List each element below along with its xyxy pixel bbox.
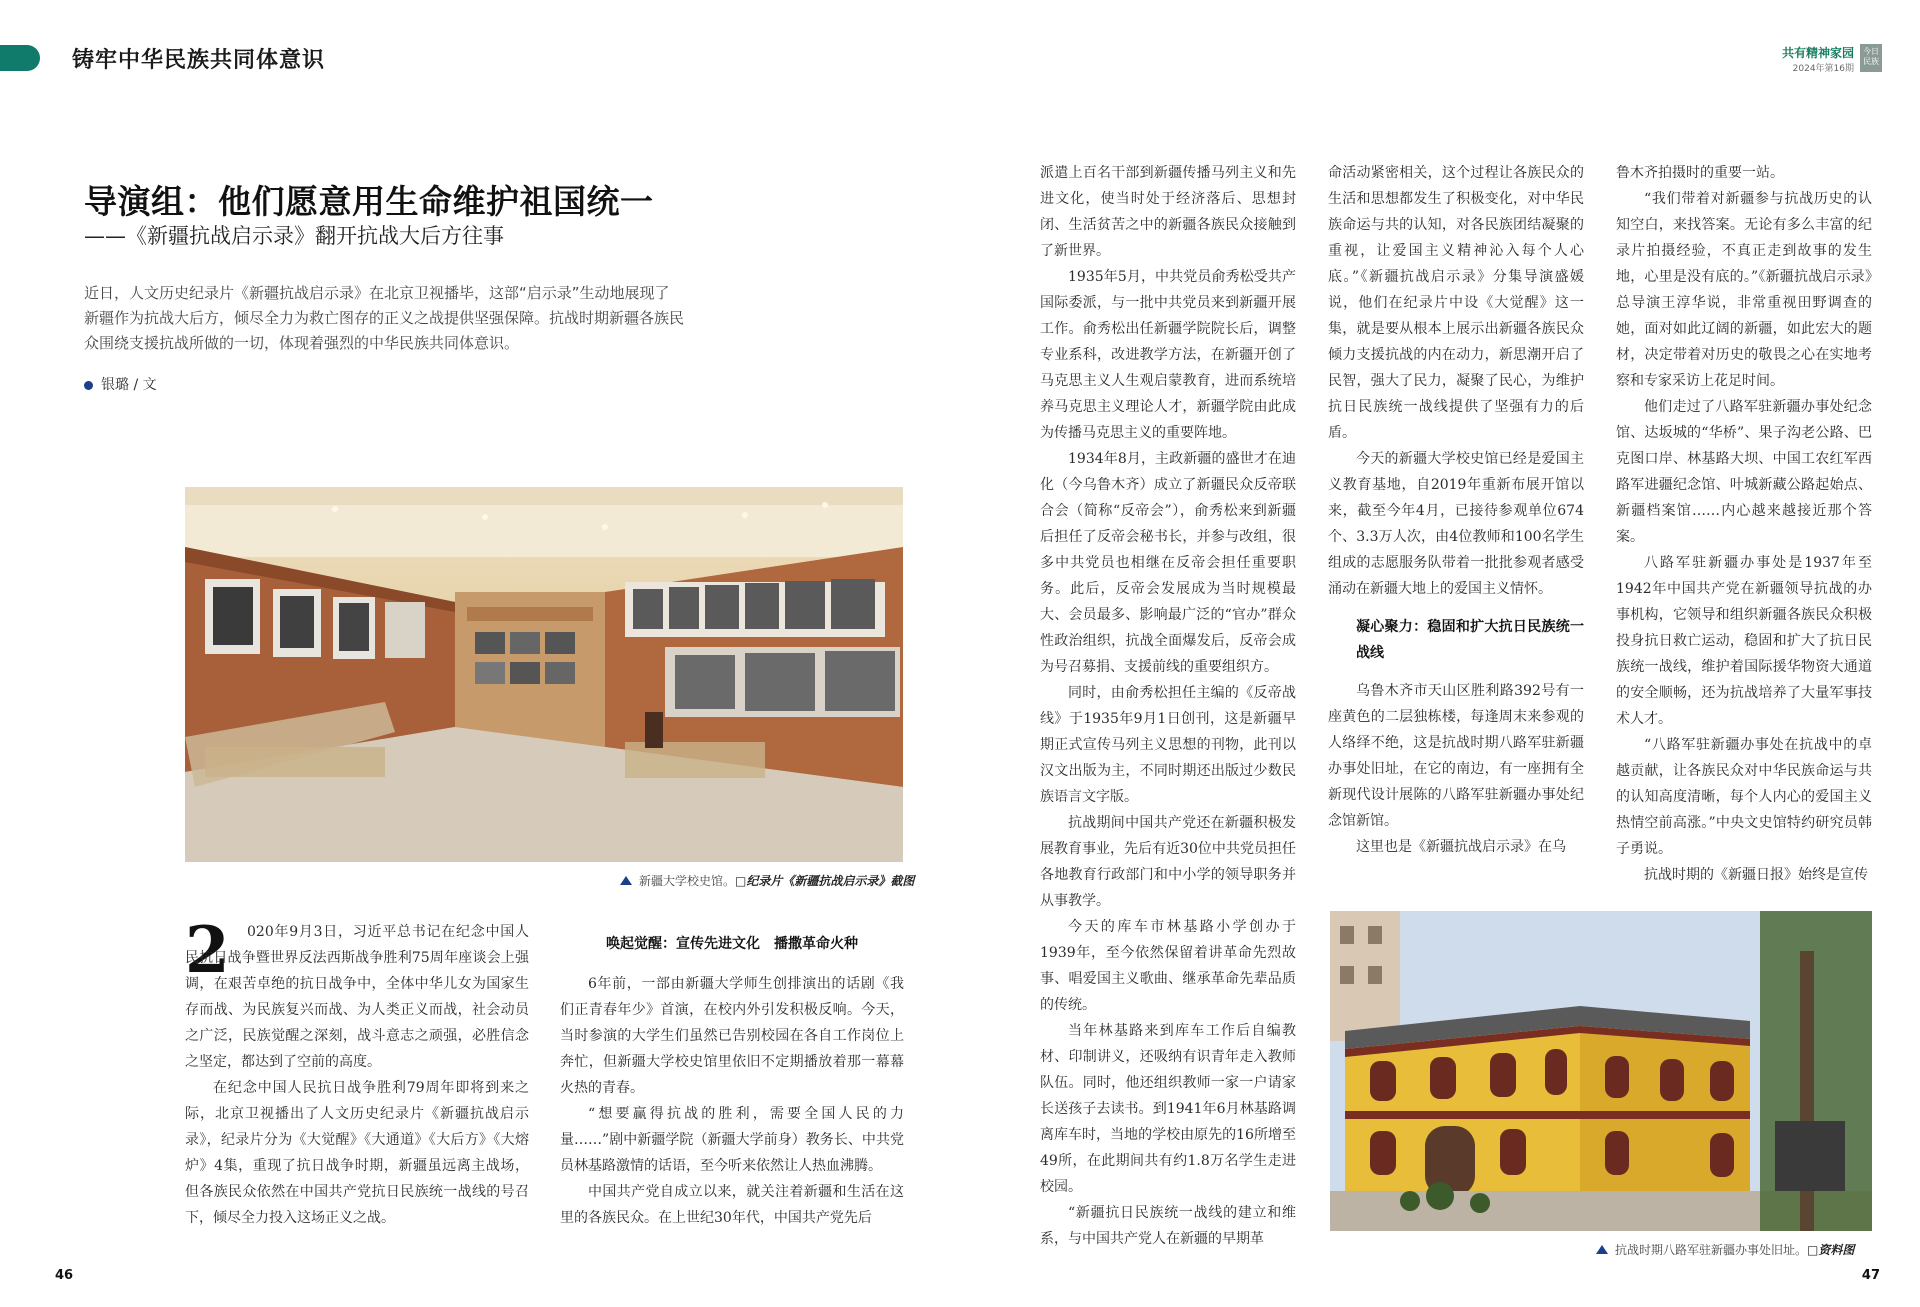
paragraph: 今天的库车市林基路小学创办于1939年，至今依然保留着讲革命先烈故事、唱爱国主义歌曲、继承革命先辈品质的传统。 bbox=[1040, 919, 1296, 1013]
paragraph: “想要赢得抗战的胜利，需要全国人民的力量……”剧中新疆学院（新疆大学前身）教务长、中共党员林基路激情的话语，至今听来依然让人热血沸腾。 bbox=[560, 1106, 904, 1174]
museum-photo bbox=[185, 487, 903, 862]
caption-triangle-icon bbox=[1596, 1245, 1608, 1254]
photo-credit: □纪录片《新疆抗战启示录》截图 bbox=[735, 874, 915, 888]
paragraph: “八路军驻新疆办事处在抗战中的卓越贡献，让各族民众对中华民族命运与共的认知高度清晰，每个人内心的爱国主义热情空前高涨。”中央文史馆特约研究员韩子勇说。 bbox=[1616, 737, 1872, 857]
paragraph: 乌鲁木齐市天山区胜利路392号有一座黄色的二层独栋楼，每逢周末来参观的人络绎不绝，这是抗战时期八路军驻新疆办事处旧址，在它的南边，有一座拥有全新现代设计展陈的八路军驻新疆办事处纪念馆新馆。 bbox=[1328, 683, 1584, 829]
brand-block bbox=[1782, 44, 1854, 74]
article-title: 导演组：他们愿意用生命维护祖国统一 bbox=[84, 182, 654, 221]
column-5 bbox=[1616, 160, 1872, 888]
museum-interior-illustration bbox=[185, 487, 903, 862]
author: 银璐 / 文 bbox=[101, 377, 157, 393]
paragraph: 020年9月3日，习近平总书记在纪念中国人民抗日战争暨世界反法西斯战争胜利75周年座谈会上强调，在艰苦卓绝的抗日战争中，全体中华儿女为国家生存而战、为民族复兴而战、为人类正义而战，社会动员之广泛，民族觉醒之深刻，战斗意志之顽强，必胜信念之坚定，都达到了空前的高度。 bbox=[185, 924, 529, 1070]
paragraph: 同时，由俞秀松担任主编的《反帝战线》于1935年9月1日创刊，这是新疆早期正式宣传马列主义思想的刊物，此刊以汉文出版为主，不同时期还出版过少数民族语言文字版。 bbox=[1040, 685, 1296, 805]
paragraph: 这里也是《新疆抗战启示录》在乌 bbox=[1356, 839, 1566, 855]
museum-photo-caption: 新疆大学校史馆。□纪录片《新疆抗战启示录》截图 bbox=[620, 872, 914, 889]
column-3 bbox=[1040, 160, 1296, 1252]
photo-credit: □资料图 bbox=[1807, 1243, 1855, 1257]
paragraph: 当年林基路来到库车工作后自编教材、印制讲义，还吸纳有识青年走入教师队伍。同时，他还组织教师一家一户请家长送孩子去读书。到1941年6月林基路调离库车时，当地的学校由原先的16所增至49所，在此期间共有约1.8万名学生走进校园。 bbox=[1040, 1023, 1296, 1195]
building-photo-caption: 抗战时期八路军驻新疆办事处旧址。□资料图 bbox=[1596, 1241, 1854, 1258]
paragraph: 今天的新疆大学校史馆已经是爱国主义教育基地，自2019年重新布展开馆以来，截至今年4月，已接待参观单位674个、3.3万人次，由4位教师和100名学生组成的志愿服务队带着一批批参观者感受涌动在新疆大地上的爱国主义情怀。 bbox=[1328, 451, 1584, 597]
paragraph: 6年前，一部由新疆大学师生创排演出的话剧《我们正青春年少》首演，在校内外引发积极反响。今天，当时参演的大学生们虽然已告别校园在各自工作岗位上奔忙，但新疆大学校史馆里依旧不定期播放着那一幕幕火热的青春。 bbox=[560, 976, 904, 1096]
drop-cap: 2 bbox=[185, 913, 230, 988]
paragraph: 派遣上百名干部到新疆传播马列主义和先进文化，使当时处于经济落后、思想封闭、生活贫苦之中的新疆各族民众接触到了新世界。 bbox=[1040, 165, 1296, 259]
page-number-left: 46 bbox=[55, 1268, 74, 1283]
article-subtitle: ——《新疆抗战启示录》翻开抗战大后方往事 bbox=[84, 224, 504, 248]
page-number-right: 47 bbox=[1861, 1268, 1880, 1283]
building-illustration bbox=[1330, 911, 1872, 1231]
paragraph: 抗战时期的《新疆日报》始终是宣传 bbox=[1644, 867, 1868, 883]
column-4 bbox=[1328, 160, 1584, 860]
paragraph: 鲁木齐拍摄时的重要一站。 bbox=[1616, 165, 1784, 181]
section-title: 铸牢中华民族共同体意识 bbox=[72, 47, 326, 73]
paragraph: 在纪念中国人民抗日战争胜利79周年即将到来之际，北京卫视播出了人文历史纪录片《新疆抗战启示录》，纪录片分为《大觉醒》《大通道》《大后方》《大熔炉》4集，重现了抗日战争时期，新疆虽远离主战场，但各族民众依然在中国共产党抗日民族统一战线的号召下，倾尽全力投入这场正义之战。 bbox=[185, 1080, 529, 1226]
section-subhead: 凝心聚力：稳固和扩大抗日民族统一战线 bbox=[1356, 619, 1584, 661]
paragraph: 1934年8月，主政新疆的盛世才在迪化（今乌鲁木齐）成立了新疆民众反帝联合会（简称“反帝会”），俞秀松来到新疆后担任了反帝会秘书长，并参与改组，很多中共党员也相继在反帝会担任重要职务。此后，反帝会发展成为当时规模最大、会员最多、影响最广泛的“官办”群众性政治组织，抗战全面爆发后，反帝会成为号召募捐、支援前线的重要组织方。 bbox=[1040, 451, 1296, 675]
article-lead: 近日，人文历史纪录片《新疆抗战启示录》在北京卫视播毕，这部“启示录”生动地展现了新疆作为抗战大后方，倾尽全力为救亡图存的正义之战提供坚强保障。抗战时期新疆各族民众围绕支援抗战所做的一切，体现着强烈的中华民族共同体意识。 bbox=[84, 284, 685, 352]
paragraph: “新疆抗日民族统一战线的建立和维系，与中国共产党人在新疆的早期革 bbox=[1040, 1205, 1296, 1247]
paragraph: 抗战期间中国共产党还在新疆积极发展教育事业，先后有近30位中共党员担任各地教育行政部门和中小学的领导职务并从事教学。 bbox=[1040, 815, 1296, 909]
bullet-icon bbox=[84, 381, 93, 390]
caption-triangle-icon bbox=[620, 876, 632, 885]
paragraph: 1935年5月，中共党员俞秀松受共产国际委派，与一批中共党员来到新疆开展工作。俞秀松出任新疆学院院长后，调整专业系科，改进教学方法，在新疆开创了马克思主义人生观启蒙教育，进而系统培养马克思主义理论人才，新疆学院由此成为传播马克思主义的重要阵地。 bbox=[1040, 269, 1296, 441]
paragraph: “我们带着对新疆参与抗战历史的认知空白，来找答案。无论有多么丰富的纪录片拍摄经验，不真正走到故事的发生地，心里是没有底的。”《新疆抗战启示录》总导演王淳华说，非常重视田野调查的她，面对如此辽阔的新疆，如此宏大的题材，决定带着对历史的敬畏之心在实地考察和专家采访上花足时间。 bbox=[1616, 191, 1872, 389]
brand-name: 共有精神家园 bbox=[1781, 46, 1854, 60]
paragraph: 中国共产党自成立以来，就关注着新疆和生活在这里的各族民众。在上世纪30年代，中国共产党先后 bbox=[560, 1184, 904, 1226]
section-tab-marker bbox=[0, 45, 40, 71]
byline bbox=[84, 374, 157, 394]
paragraph: 八路军驻新疆办事处是1937年至1942年中国共产党在新疆领导抗战的办事机构，它领导和组织新疆各族民众积极投身抗日救亡运动，稳固和扩大了抗日民族统一战线，维护着国际援华物资大通道的安全顺畅，还为抗战培养了大量军事技术人才。 bbox=[1616, 555, 1872, 727]
column-1 bbox=[185, 913, 529, 1231]
office-building-photo bbox=[1330, 911, 1872, 1231]
magazine-logo-mark: 今日民族 bbox=[1860, 44, 1882, 72]
paragraph: 他们走过了八路军驻新疆办事处纪念馆、达坂城的“华桥”、果子沟老公路、巴克图口岸、林基路大坝、中国工农红军西路军进疆纪念馆、叶城新藏公路起始点、新疆档案馆……内心越来越接近那个答案。 bbox=[1616, 399, 1872, 545]
section-subhead: 唤起觉醒：宣传先进文化 播撒革命火种 bbox=[606, 936, 858, 952]
column-2 bbox=[560, 931, 904, 1231]
paragraph: 命活动紧密相关，这个过程让各族民众的生活和思想都发生了积极变化，对中华民族命运与共的认知，对各民族团结凝聚的重视，让爱国主义精神沁入每个人心底。”《新疆抗战启示录》分集导演盛媛说，他们在纪录片中设《大觉醒》这一集，就是要从根本上展示出新疆各族民众倾力支援抗战的内在动力，新思潮开启了民智，强大了民力，凝聚了民心，为维护抗日民族统一战线提供了坚强有力的后盾。 bbox=[1328, 165, 1584, 441]
issue-number: 2024年第16期 bbox=[1792, 64, 1854, 74]
